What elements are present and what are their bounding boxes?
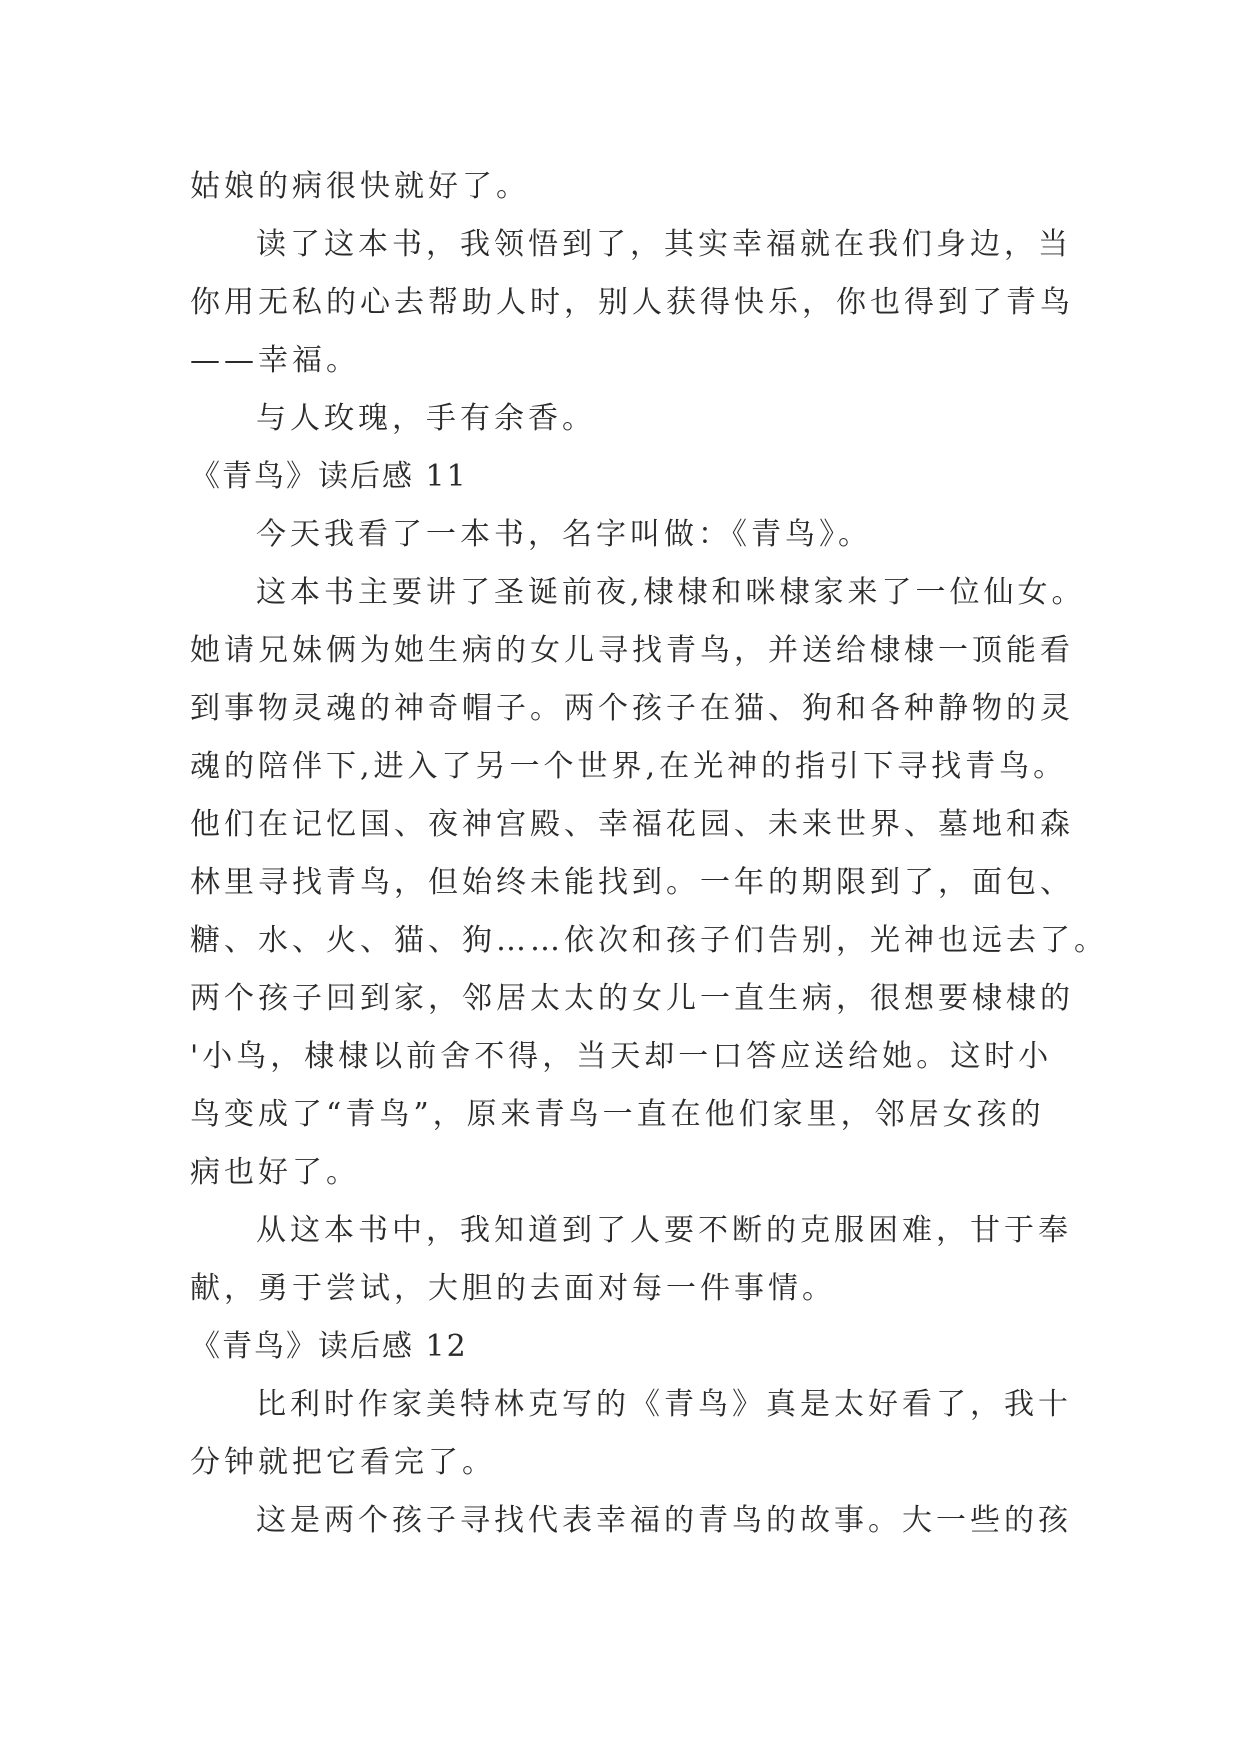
section-heading: 《青鸟》读后感 12 xyxy=(190,1329,468,1364)
paragraph-line: 读了这本书，我领悟到了，其实幸福就在我们身边，当 xyxy=(256,227,1072,262)
paragraph-line: 他们在记忆国、夜神宫殿、幸福花园、未来世界、墓地和森 xyxy=(190,807,1074,842)
paragraph-line: 两个孩子回到家，邻居太太的女儿一直生病，很想要棣棣的 xyxy=(190,981,1074,1016)
paragraph-line: 鸟变成了“青鸟”，原来青鸟一直在他们家里，邻居女孩的 xyxy=(190,1097,1045,1132)
paragraph-line: 糖、水、火、猫、狗……依次和孩子们告别，光神也远去了。 xyxy=(190,923,1108,958)
document-body xyxy=(190,158,1108,1550)
paragraph-line: 姑娘的病很快就好了。 xyxy=(190,169,530,204)
paragraph-line: 分钟就把它看完了。 xyxy=(190,1445,496,1480)
section-heading: 《青鸟》读后感 11 xyxy=(190,459,468,494)
paragraph-line: 比利时作家美特林克写的《青鸟》真是太好看了，我十 xyxy=(256,1387,1072,1422)
paragraph-line: 这本书主要讲了圣诞前夜,棣棣和咪棣家来了一位仙女。 xyxy=(256,575,1086,610)
paragraph-line: '小鸟，棣棣以前舍不得，当天却一口答应送给她。这时小 xyxy=(190,1039,1053,1074)
paragraph-line: 这是两个孩子寻找代表幸福的青鸟的故事。大一些的孩 xyxy=(256,1503,1072,1538)
paragraph-line: 病也好了。 xyxy=(190,1155,360,1190)
paragraph-line: 今天我看了一本书，名字叫做：《青鸟》。 xyxy=(256,517,872,552)
paragraph-line: 你用无私的心去帮助人时，别人获得快乐，你也得到了青鸟 xyxy=(190,285,1074,320)
paragraph-line: 林里寻找青鸟，但始终未能找到。一年的期限到了，面包、 xyxy=(190,865,1074,900)
paragraph-line: 献，勇于尝试，大胆的去面对每一件事情。 xyxy=(190,1271,836,1306)
paragraph-line: 到事物灵魂的神奇帽子。两个孩子在猫、狗和各种静物的灵 xyxy=(190,691,1074,726)
paragraph-line: 魂的陪伴下,进入了另一个世界,在光神的指引下寻找青鸟。 xyxy=(190,749,1068,784)
paragraph-line: 她请兄妹俩为她生病的女儿寻找青鸟，并送给棣棣一顶能看 xyxy=(190,633,1074,668)
paragraph-line: ——幸福。 xyxy=(190,343,360,378)
paragraph-line: 与人玫瑰，手有余香。 xyxy=(256,401,596,436)
paragraph-line: 从这本书中，我知道到了人要不断的克服困难，甘于奉 xyxy=(256,1213,1072,1248)
